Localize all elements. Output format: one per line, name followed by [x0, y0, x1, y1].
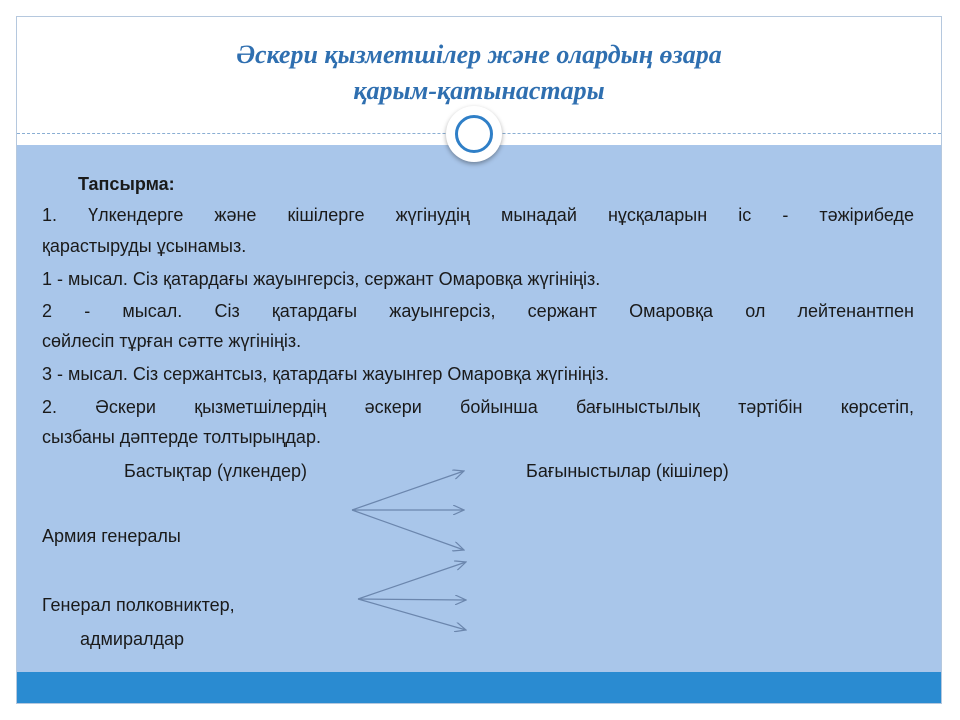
- column-superiors: Бастықтар (үлкендер): [124, 461, 307, 481]
- item1-line1: 1. Үлкендерге және кішілерге жүгінудің мынадай нұсқаларын іс - тәжірибеде: [42, 205, 914, 225]
- arrow-2b: [358, 599, 466, 600]
- item1-line2: қарастыруды ұсынамыз.: [42, 236, 247, 256]
- rank-admirals: адмиралдар: [80, 629, 184, 649]
- slide-title-line-2: қарым-қатынастары: [353, 76, 605, 105]
- rank-colonel-general: Генерал полковниктер,: [42, 595, 235, 615]
- example-3: 3 - мысал. Сіз сержантсыз, қатардағы жауынгер Омаровқа жүгініңіз.: [42, 364, 610, 384]
- arrow-1c: [352, 510, 464, 550]
- item2-line2: сызбаны дәптерде толтырыңдар.: [42, 427, 321, 447]
- example2-line2: сөйлесіп тұрған сәтте жүгініңіз.: [42, 331, 302, 351]
- arrow-2a: [358, 562, 466, 599]
- arrow-2c: [358, 599, 466, 630]
- item2-line1: 2. Әскери қызметшілердің әскери бойынша бағыныстылық тәртібін көрсетіп,: [42, 397, 914, 417]
- slide-title-line-1: Әскери қызметшілер және олардың өзара: [236, 40, 722, 69]
- rank-army-general: Армия генералы: [42, 526, 181, 546]
- example2-line1: 2 - мысал. Сіз қатардағы жауынгерсіз, сержант Омаровқа ол лейтенантпен: [42, 301, 914, 321]
- column-subordinates: Бағыныстылар (кішілер): [526, 461, 729, 481]
- task-heading: Тапсырма:: [78, 174, 175, 194]
- example-1: 1 - мысал. Сіз қатардағы жауынгерсіз, сержант Омаровқа жүгініңіз.: [42, 269, 601, 289]
- arrow-1a: [352, 471, 464, 510]
